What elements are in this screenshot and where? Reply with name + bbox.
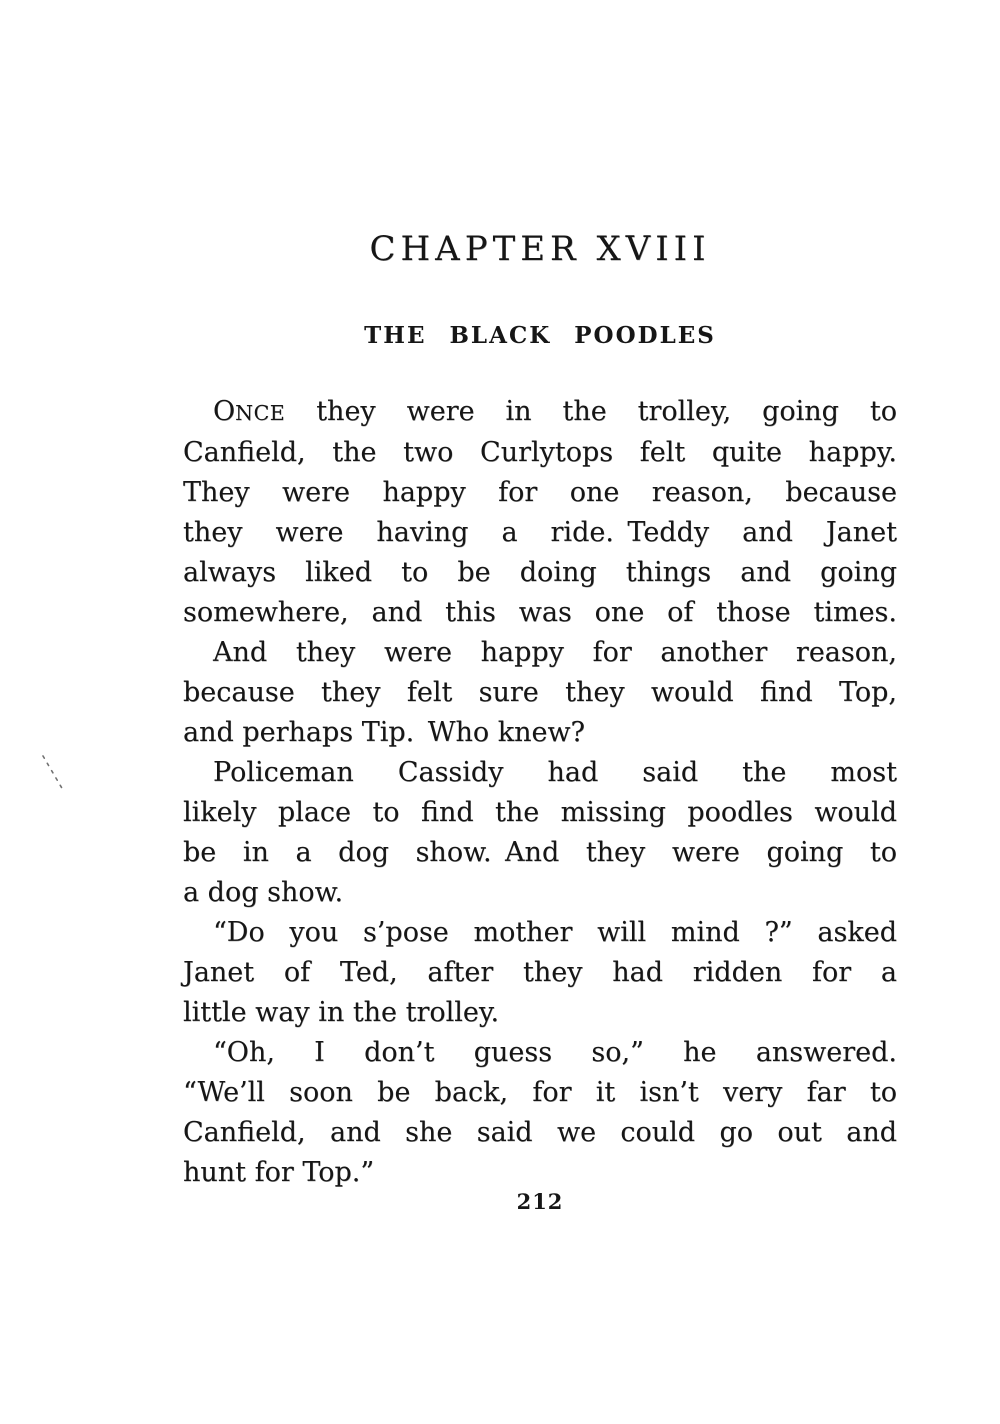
text-segment: “Do you s’pose mother will mind ?” asked — [213, 917, 897, 948]
text-line — [183, 1033, 897, 1073]
text-segment: Canfield, and she said we could go out and — [183, 1117, 897, 1148]
scan-artifact-mark — [38, 750, 70, 798]
text-line — [183, 833, 897, 873]
text-segment: a dog show. — [183, 877, 344, 908]
text-line — [183, 633, 897, 673]
body-text — [183, 392, 897, 1193]
text-segment: somewhere, and this was one of those times. — [183, 597, 897, 628]
text-line — [183, 553, 897, 593]
text-line — [183, 793, 897, 833]
text-segment: little way in the trolley. — [183, 997, 500, 1028]
text-line — [183, 673, 897, 713]
text-segment: always liked to be doing things and going — [183, 557, 897, 588]
text-segment: “We’ll soon be back, for it isn’t very far to — [183, 1077, 897, 1108]
text-segment: and perhaps Tip. Who knew? — [183, 717, 586, 748]
text-line — [183, 593, 897, 633]
text-segment: they were having a ride. Teddy and Janet — [183, 517, 897, 548]
text-segment: Policeman Cassidy had said the most — [213, 757, 897, 788]
text-line — [183, 873, 897, 913]
text-segment: likely place to find the missing poodles would — [183, 797, 897, 828]
chapter-heading: CHAPTER XVIII — [369, 229, 711, 269]
text-segment-lead-cap: O — [213, 396, 236, 427]
text-segment: Janet of Ted, after they had ridden for a — [183, 957, 897, 988]
text-line — [183, 1153, 897, 1193]
text-segment: And they were happy for another reason, — [213, 637, 897, 668]
text-segment: they were in the trolley, going to — [285, 396, 897, 427]
text-segment: They were happy for one reason, because — [183, 477, 897, 508]
text-line — [183, 473, 897, 513]
text-line — [183, 392, 897, 433]
text-line — [183, 993, 897, 1033]
text-segment: hunt for Top.” — [183, 1157, 375, 1188]
page-number: 212 — [516, 1189, 564, 1214]
text-line — [183, 713, 897, 753]
text-line — [183, 1113, 897, 1153]
text-line — [183, 513, 897, 553]
text-line — [183, 433, 897, 473]
text-line — [183, 953, 897, 993]
text-line — [183, 1073, 897, 1113]
text-line — [183, 913, 897, 953]
text-segment-small-caps: NCE — [235, 401, 286, 425]
text-segment: Canfield, the two Curlytops felt quite happy. — [183, 437, 897, 468]
text-line — [183, 753, 897, 793]
text-segment: be in a dog show. And they were going to — [183, 837, 897, 868]
chapter-subtitle: THE BLACK POODLES — [364, 322, 716, 349]
text-segment: “Oh, I don’t guess so,” he answered. — [213, 1037, 897, 1068]
text-segment: because they felt sure they would find Top, — [183, 677, 897, 708]
